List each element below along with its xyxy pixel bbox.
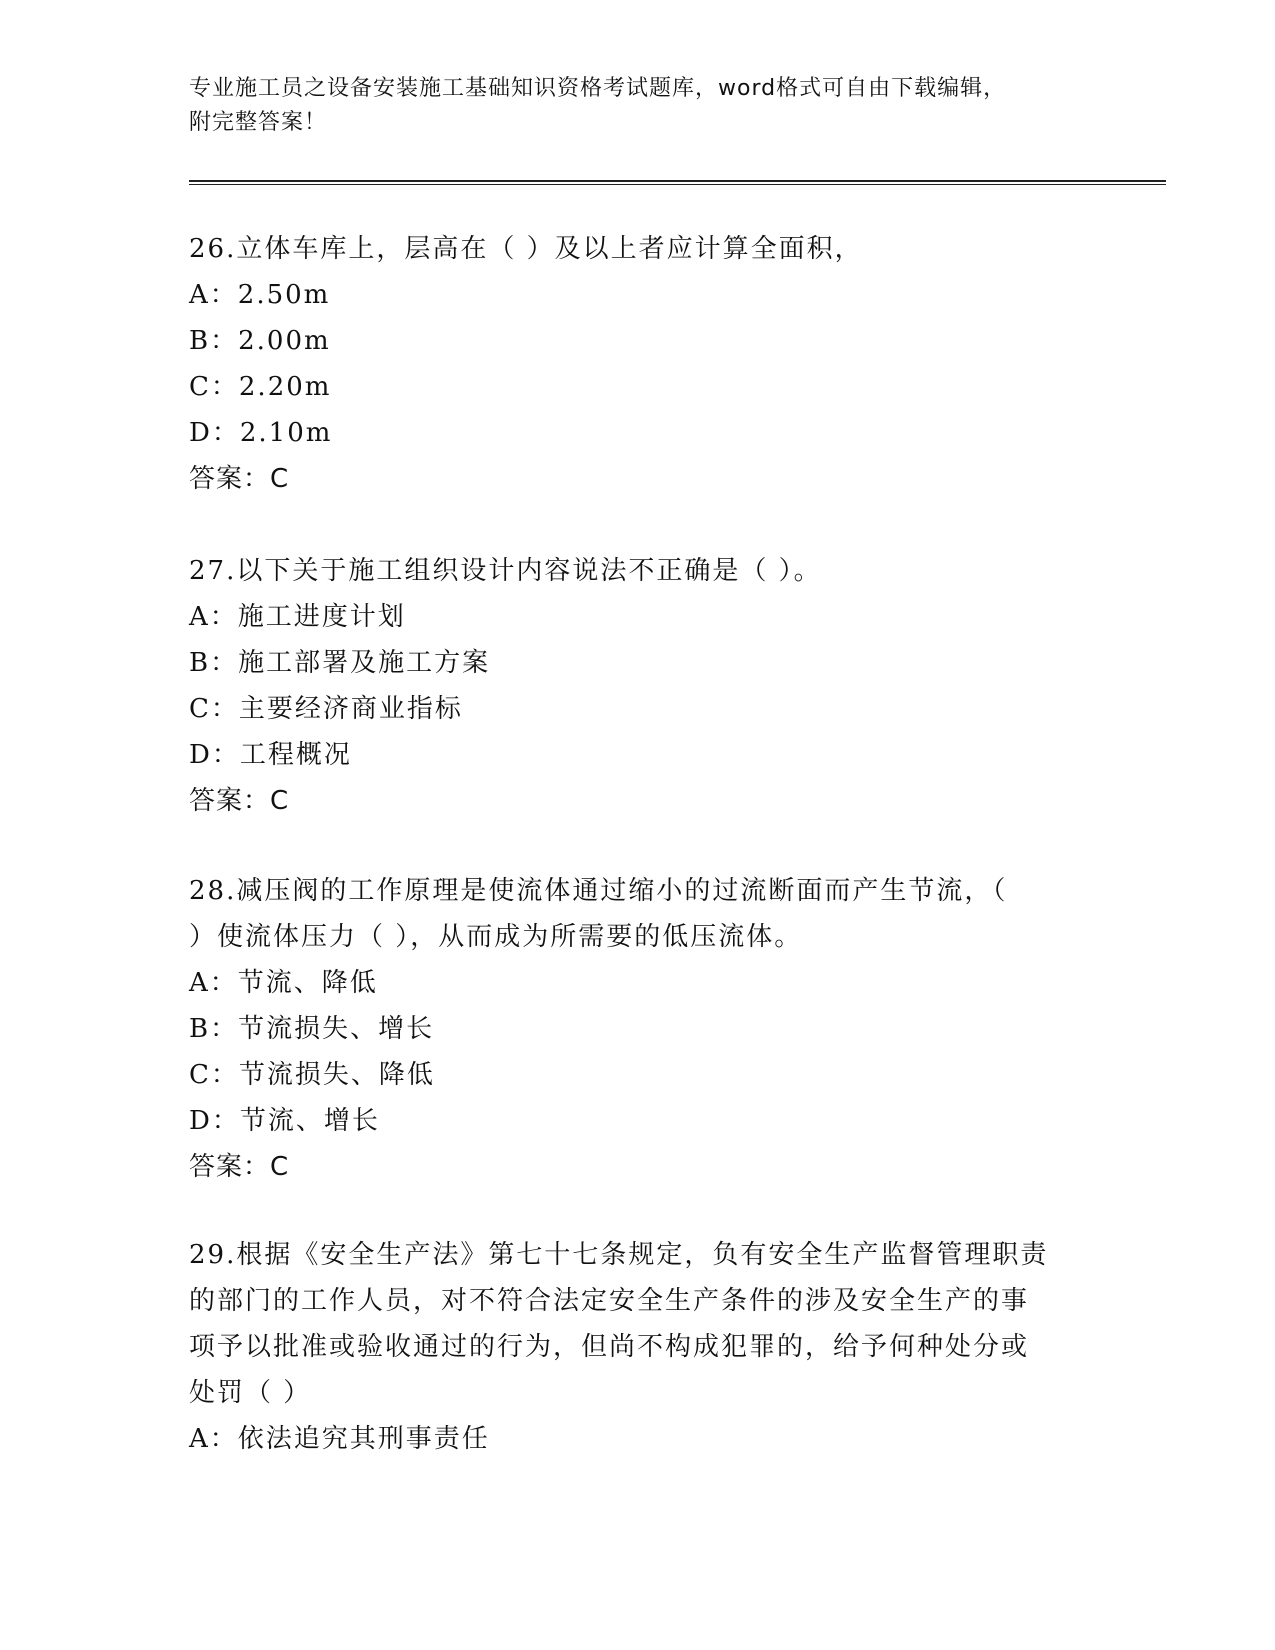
option-b: B：节流损失、增长 — [189, 1014, 435, 1044]
option-c: C：2.20m — [189, 372, 332, 402]
question-stem: 27.以下关于施工组织设计内容说法不正确是（ ）。 — [189, 556, 822, 586]
option-d: D：工程概况 — [189, 740, 352, 770]
header-line-2: 附完整答案！ — [189, 110, 328, 135]
question-stem-line-3: 项予以批准或验收通过的行为，但尚不构成犯罪的，给予何种处分或 — [189, 1332, 1030, 1362]
question-stem-line-2: 的部门的工作人员，对不符合法定安全生产条件的涉及安全生产的事 — [189, 1286, 1030, 1316]
option-a: A：节流、降低 — [189, 968, 378, 998]
question-stem-line-4: 处罚（ ） — [189, 1378, 312, 1408]
option-c: C：主要经济商业指标 — [189, 694, 463, 724]
option-a: A：2.50m — [189, 280, 331, 310]
question-27 — [189, 548, 1089, 824]
header-divider-thick — [189, 180, 1166, 182]
option-b: B：2.00m — [189, 326, 331, 356]
document-header — [189, 72, 1089, 140]
answer: 答案：C — [189, 1152, 290, 1182]
question-29 — [189, 1232, 1089, 1462]
question-stem-line-2: ）使流体压力（ ），从而成为所需要的低压流体。 — [189, 922, 803, 952]
option-d: D：节流、增长 — [189, 1106, 380, 1136]
option-d: D：2.10m — [189, 418, 333, 448]
answer: 答案：C — [189, 786, 290, 816]
question-stem-line-1: 28.减压阀的工作原理是使流体通过缩小的过流断面而产生节流，（ — [189, 876, 1008, 906]
header-line-1: 专业施工员之设备安装施工基础知识资格考试题库，word格式可自由下载编辑， — [189, 76, 1007, 101]
option-a: A：施工进度计划 — [189, 602, 406, 632]
question-stem-line-1: 29.根据《安全生产法》第七十七条规定，负有安全生产监督管理职责 — [189, 1240, 1049, 1270]
header-divider-thin — [189, 184, 1166, 185]
question-stem: 26.立体车库上，层高在（ ）及以上者应计算全面积， — [189, 234, 863, 264]
option-b: B：施工部署及施工方案 — [189, 648, 491, 678]
answer: 答案：C — [189, 464, 290, 494]
question-28 — [189, 868, 1089, 1190]
question-26 — [189, 226, 1089, 502]
option-c: C：节流损失、降低 — [189, 1060, 435, 1090]
option-a: A：依法追究其刑事责任 — [189, 1424, 490, 1454]
